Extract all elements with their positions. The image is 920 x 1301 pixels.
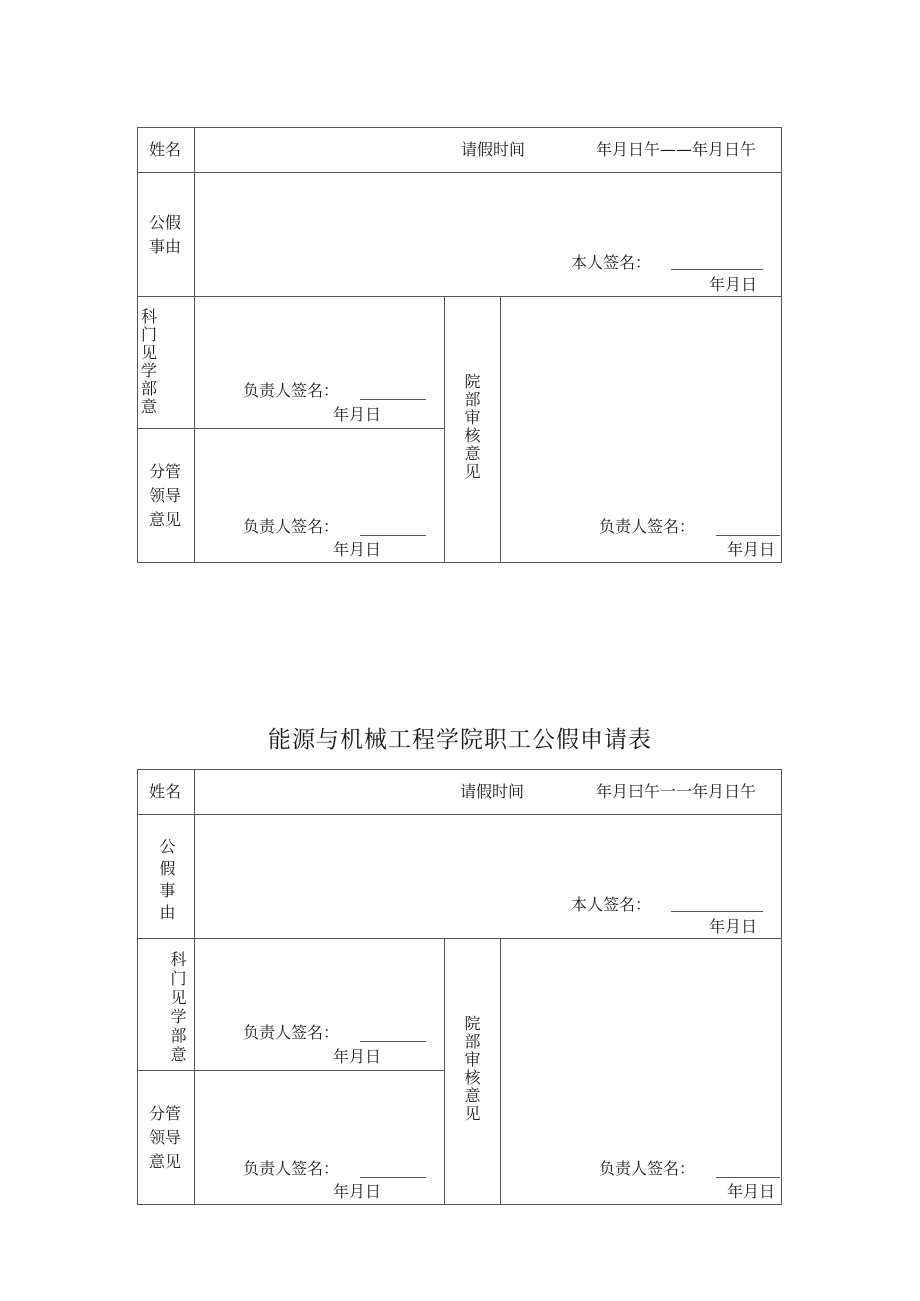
leader-label-line-3: 意见 [149,1152,182,1171]
dept-label-line-2: 门 [141,325,158,344]
college-label-cell [444,938,501,1205]
self-signature-line[interactable] [671,269,763,270]
leader-signature-label: 负责人签名： [243,517,340,536]
dept-date: 年月日 [333,405,382,424]
leave-form-2 [137,769,782,1205]
college-signature-label: 负责人签名： [599,1159,696,1178]
self-signature-line[interactable] [671,911,763,912]
dept-label-line-1: 科 [141,307,158,326]
page-title: 能源与机械工程学院职工公假申请表 [268,727,652,753]
leader-opinion-cell[interactable] [194,1070,445,1205]
dept-date: 年月日 [333,1047,382,1066]
dept-label-cell [137,938,195,1071]
college-signature-line[interactable] [716,1177,780,1178]
dept-signature-line[interactable] [360,1041,426,1042]
leader-label-line-1: 分管 [149,1104,182,1123]
college-label: 院部审核意见 [462,1015,481,1123]
leave-form-1 [137,127,782,563]
dept-signature-label: 负责人签名： [243,381,340,400]
dept-opinion-cell[interactable] [194,296,445,429]
dept-signature-line[interactable] [360,399,426,400]
name-value-cell[interactable] [194,769,782,815]
leader-label-line-3: 意见 [149,510,182,529]
name-value-cell[interactable] [194,127,782,173]
leader-date: 年月日 [333,540,382,559]
dept-label-line-5: 部 [141,379,158,398]
leader-label-line-1: 分管 [149,462,182,481]
reason-label-cell [137,814,195,939]
name-label-cell [137,127,195,173]
reason-value-cell[interactable] [194,172,782,297]
dept-signature-label: 负责人签名： [243,1023,340,1042]
self-signature-label: 本人签名： [571,253,652,272]
self-date: 年月日 [709,275,758,294]
dept-opinion-cell[interactable] [194,938,445,1071]
leader-label-cell [137,1070,195,1205]
reason-label: 公假事由 [157,838,176,926]
leader-signature-line[interactable] [360,1177,426,1178]
reason-label-line-2: 事由 [149,237,182,256]
leader-signature-line[interactable] [360,535,426,536]
college-label: 院部审核意见 [462,373,481,481]
leader-signature-label: 负责人签名： [243,1159,340,1178]
leader-label-cell [137,428,195,563]
leave-time-label: 请假时间 [460,782,525,801]
leave-time-range: 年月日午——年月日午 [596,140,757,159]
self-date: 年月日 [709,917,758,936]
leader-label-line-2: 领导 [149,1128,182,1147]
name-label-cell [137,769,195,815]
college-label-cell [444,296,501,563]
college-opinion-cell[interactable] [500,296,782,563]
college-signature-line[interactable] [716,535,780,536]
reason-label-cell [137,172,195,297]
dept-label-line-4: 学 [141,361,158,380]
leader-date: 年月日 [333,1182,382,1201]
name-label: 姓名 [149,782,182,801]
name-label: 姓名 [149,140,182,159]
leave-time-label: 请假时间 [461,140,526,159]
leader-label-line-2: 领导 [149,486,182,505]
college-signature-label: 负责人签名： [599,517,696,536]
dept-label: 科门见学部意 [168,951,187,1065]
dept-label-cell [137,296,195,429]
self-signature-label: 本人签名： [571,895,652,914]
dept-label-line-3: 见 [141,343,158,362]
reason-value-cell[interactable] [194,814,782,939]
college-date: 年月日 [727,540,776,559]
college-opinion-cell[interactable] [500,938,782,1205]
college-date: 年月日 [727,1182,776,1201]
leave-time-range: 年月曰午一一年月日午 [596,782,757,801]
leader-opinion-cell[interactable] [194,428,445,563]
reason-label-line-1: 公假 [149,213,182,232]
dept-label-line-6: 意 [141,397,158,416]
